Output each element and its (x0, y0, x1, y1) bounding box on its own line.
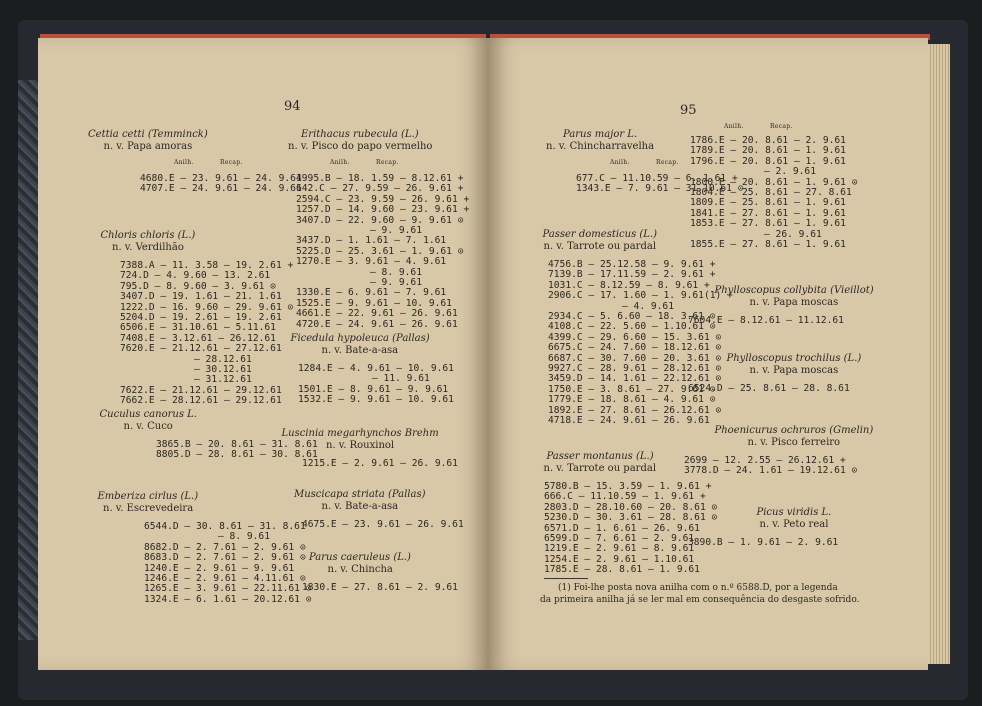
species-name: Ficedula hypoleuca (Pallas) (290, 333, 430, 344)
record-line: 1219.E — 2. 9.61 — 8. 9.61 (544, 543, 695, 555)
footnote-line-2: da primeira anilha já se ler mal em consequência do desgaste sofrido. (540, 595, 860, 605)
record-line: 2934.C — 5. 6.60 — 18. 3.61 ⊙ (548, 311, 716, 322)
record-line: 3890.B — 1. 9.61 — 2. 9.61 (688, 537, 839, 548)
record-line: 1804.E — 25. 8.61 — 27. 8.61 (690, 187, 852, 198)
record-line: 1324.E — 6. 1.61 — 20.12.61 ⊙ (144, 593, 312, 605)
record-line: 1532.E — 9. 9.61 — 10. 9.61 (298, 394, 454, 406)
column-header-ringed: Anilh. (174, 159, 194, 166)
common-name: n. v. Chincha (327, 564, 393, 575)
record-line: 5204.D — 19. 2.61 — 19. 2.61 (120, 312, 282, 323)
record-line: 3865.B — 20. 8.61 — 31. 8.61 (156, 439, 318, 450)
record-line: 1779.E — 18. 8.61 — 4. 9.61 ⊙ (548, 394, 716, 406)
species-name: Parus major L. (563, 129, 638, 140)
common-name: n. v. Bate-a-asa (321, 345, 399, 356)
record-line: — 2. 9.61 (764, 166, 816, 178)
species-name: Phylloscopus collybita (Vieillot) (714, 285, 874, 296)
record-line: 1789.E — 20. 8.61 — 1. 9.61 (690, 145, 846, 157)
species-name: Cettia cetti (Temminck) (88, 129, 208, 140)
record-line: 6524.D — 25. 8.61 — 28. 8.61 (688, 383, 850, 394)
record-line: 4675.E — 23. 9.61 — 26. 9.61 (302, 519, 464, 530)
right-page (488, 38, 928, 670)
column-header-ringed: Anilh. (610, 159, 630, 166)
common-name: n. v. Peto real (759, 519, 829, 530)
record-line: 4720.E — 24. 9.61 — 26. 9.61 (296, 318, 458, 330)
record-line: — 26. 9.61 (764, 228, 822, 240)
record-line: 3437.D — 1. 1.61 — 7. 1.61 (296, 235, 447, 247)
record-line: 4995.B — 18. 1.59 — 8.12.61 + (296, 173, 464, 184)
record-line: 1525.E — 9. 9.61 — 10. 9.61 (296, 297, 452, 309)
record-line: 2594.C — 23. 9.59 — 26. 9.61 + (296, 193, 470, 205)
record-line: 6544.D — 30. 8.61 — 31. 8.61 (144, 521, 306, 532)
column-header-recaptured: Recap. (770, 123, 793, 130)
record-line: 5225.D — 25. 3.61 — 1. 9.61 ⊙ (296, 245, 464, 257)
record-line: 4707.E — 24. 9.61 — 24. 9.61 (140, 183, 302, 195)
record-line: 1254.E — 2. 9.61 — 1.10.61 (544, 553, 695, 565)
record-line: 1031.C — 8.12.59 — 8. 9.61 + (548, 279, 710, 291)
record-line: 666.C — 11.10.59 — 1. 9.61 + (544, 491, 706, 503)
left-page (38, 38, 488, 670)
record-line: 7408.E — 3.12.61 — 26.12.61 (120, 332, 276, 344)
common-name: n. v. Pisco ferreiro (747, 437, 841, 448)
species-name: Passer montanus (L.) (546, 451, 654, 462)
common-name: n. v. Chincharravelha (546, 141, 655, 152)
record-line: 7604.E — 8.12.61 — 11.12.61 (688, 315, 844, 326)
species-name: Phylloscopus trochilus (L.) (726, 353, 862, 364)
record-line: 1215.E — 2. 9.61 — 26. 9.61 (302, 458, 458, 469)
species-name: Emberiza cirlus (L.) (97, 491, 199, 502)
record-line: 8682.D — 2. 7.61 — 2. 9.61 ⊙ (144, 541, 306, 553)
record-line: 1809.E — 25. 8.61 — 1. 9.61 (690, 197, 846, 209)
record-line: 1284.E — 4. 9.61 — 10. 9.61 (298, 363, 454, 374)
record-line: — 4. 9.61 (622, 300, 674, 312)
common-name: n. v. Bate-a-asa (321, 501, 399, 512)
record-line: 1800.E — 20. 8.61 — 1. 9.61 ⊙ (690, 176, 858, 188)
common-name: n. v. Papa moscas (749, 297, 839, 308)
species-name: Phoenicurus ochruros (Gmelin) (714, 425, 874, 436)
column-header-recaptured: Recap. (220, 159, 243, 166)
record-line: 1265.E — 3. 9.61 — 22.11.61 ⊙ (144, 583, 312, 595)
common-name: n. v. Verdilhão (112, 242, 184, 253)
record-line: 7139.B — 17.11.59 — 2. 9.61 + (548, 269, 716, 281)
column-header-ringed: Anilh. (330, 159, 350, 166)
record-line: 7620.E — 21.12.61 — 27.12.61 (120, 343, 282, 355)
record-line: 1501.E — 8. 9.61 — 9. 9.61 (298, 383, 449, 395)
record-line: 8683.D — 2. 7.61 — 2. 9.61 ⊙ (144, 552, 306, 564)
record-line: 677.C — 11.10.59 — 6. 1.61 + (576, 173, 738, 184)
species-name: Muscicapa striata (Pallas) (294, 489, 426, 500)
record-line: 1855.E — 27. 8.61 — 1. 9.61 (690, 239, 846, 250)
record-line: — 8. 9.61 (370, 266, 422, 278)
common-name: n. v. Cuco (123, 421, 173, 432)
record-line: 3778.D — 24. 1.61 — 19.12.61 ⊙ (684, 465, 858, 477)
record-line: 3407.D — 19. 1.61 — 21. 1.61 (120, 291, 282, 303)
record-line: 642.C — 27. 9.59 — 26. 9.61 + (296, 183, 464, 195)
record-line: 4680.E — 23. 9.61 — 24. 9.61 (140, 173, 302, 184)
record-line: — 28.12.61 (194, 353, 252, 365)
record-line: 1240.E — 2. 9.61 — 9. 9.61 (144, 562, 295, 574)
record-line: 9927.C — 28. 9.61 — 28.12.61 ⊙ (548, 363, 722, 374)
record-line: 2803.D — 28.10.60 — 20. 8.61 ⊙ (544, 501, 718, 513)
record-line: 2906.C — 17. 1.60 — 1. 9.61(1) + (548, 290, 733, 302)
record-line: 6599.D — 7. 6.61 — 2. 9.61 (544, 533, 695, 544)
record-line: 1785.E — 28. 8.61 — 1. 9.61 (544, 564, 700, 576)
record-line: 6571.D — 1. 6.61 — 26. 9.61 (544, 522, 700, 534)
record-line: 4399.C — 29. 6.60 — 15. 3.61 ⊙ (548, 331, 722, 343)
page-edges (928, 44, 950, 664)
common-name: n. v. Tarrote ou pardal (543, 463, 657, 474)
record-line: 4756.B — 25.12.58 — 9. 9.61 + (548, 259, 716, 270)
species-name: Passer domesticus (L.) (542, 229, 658, 240)
species-name: Erithacus rubecula (L.) (301, 129, 419, 140)
record-line: 1330.E — 6. 9.61 — 7. 9.61 (296, 287, 447, 299)
species-name: Parus caeruleus (L.) (309, 552, 411, 563)
record-line: 7662.E — 28.12.61 — 29.12.61 (120, 395, 282, 407)
record-line: 2699 — 12. 2.55 — 26.12.61 + (684, 455, 846, 466)
record-line: 7622.E — 21.12.61 — 29.12.61 (120, 384, 282, 396)
record-line: 4108.C — 22. 5.60 — 1.10.61 ⊙ (548, 321, 716, 333)
page-number: 94 (284, 99, 301, 114)
record-line: 6675.C — 24. 7.60 — 18.12.61 ⊙ (548, 342, 722, 354)
record-line: 795.D — 8. 9.60 — 3. 9.61 ⊙ (120, 280, 276, 292)
common-name: n. v. Papa amoras (103, 141, 193, 152)
common-name: n. v. Papa moscas (749, 365, 839, 376)
record-line: — 9. 9.61 (370, 225, 422, 236)
record-line: 1796.E — 20. 8.61 — 1. 9.61 (690, 155, 846, 167)
common-name: n. v. Pisco do papo vermelho (288, 141, 433, 152)
footnote-rule (544, 578, 588, 579)
record-line: 1786.E — 20. 8.61 — 2. 9.61 (690, 135, 846, 146)
record-line: 1892.E — 27. 8.61 — 26.12.61 ⊙ (548, 404, 722, 416)
page-number: 95 (680, 103, 697, 118)
species-name: Picus viridis L. (756, 507, 832, 518)
column-header-recaptured: Recap. (376, 159, 399, 166)
column-header-ringed: Anilh. (724, 123, 744, 130)
record-line: — 31.12.61 (194, 374, 252, 386)
record-line: 1830.E — 27. 8.61 — 2. 9.61 (302, 582, 458, 593)
record-line: 1750.E — 3. 8.61 — 27. 9.61 ⊙ (548, 383, 716, 395)
record-line: — 9. 9.61 (370, 277, 422, 288)
species-name: Cuculus canorus L. (99, 409, 197, 420)
record-line: 1257.D — 14. 9.60 — 23. 9.61 + (296, 204, 470, 216)
record-line: 4718.E — 24. 9.61 — 26. 9.61 (548, 415, 710, 426)
record-line: — 11. 9.61 (372, 373, 430, 385)
record-line: 5780.B — 15. 3.59 — 1. 9.61 + (544, 481, 712, 492)
common-name: n. v. Tarrote ou pardal (543, 241, 657, 252)
record-line: 6506.E — 31.10.61 — 5.11.61 (120, 322, 276, 334)
record-line: 1853.E — 27. 8.61 — 1. 9.61 (690, 218, 846, 230)
record-line: 5230.D — 30. 3.61 — 28. 8.61 ⊙ (544, 512, 718, 524)
footnote-line-1: (1) Foi-lhe posta nova anilha com o n.º 6588.D, por a legenda (558, 583, 838, 593)
record-line: 1222.D — 16. 9.60 — 29. 9.61 ⊙ (120, 301, 294, 313)
record-line: 4661.E — 22. 9.61 — 26. 9.61 (296, 308, 458, 320)
record-line: 8805.D — 28. 8.61 — 30. 8.61 (156, 449, 318, 461)
record-line: — 30.12.61 (194, 364, 252, 375)
common-name: n. v. Rouxinol (326, 440, 395, 451)
record-line: 6687.C — 30. 7.60 — 20. 3.61 ⊙ (548, 352, 722, 364)
record-line: 3459.D — 14. 1.61 — 22.12.61 ⊙ (548, 373, 722, 385)
record-line: 1841.E — 27. 8.61 — 1. 9.61 (690, 207, 846, 219)
record-line: 1246.E — 2. 9.61 — 4.11.61 ⊙ (144, 573, 306, 584)
species-name: Chloris chloris (L.) (100, 230, 196, 241)
record-line: 1343.E — 7. 9.61 — 31.10.61 ⊙ (576, 183, 744, 195)
record-line: 1270.E — 3. 9.61 — 4. 9.61 (296, 256, 447, 268)
column-header-recaptured: Recap. (656, 159, 679, 166)
record-line: 3407.D — 22. 9.60 — 9. 9.61 ⊙ (296, 214, 464, 226)
common-name: n. v. Escrevedeira (103, 503, 194, 514)
species-name: Luscinia megarhynchos Brehm (281, 428, 439, 439)
record-line: 724.D — 4. 9.60 — 13. 2.61 (120, 270, 271, 282)
record-line: 7388.A — 11. 3.58 — 19. 2.61 + (120, 260, 294, 271)
record-line: — 8. 9.61 (218, 531, 270, 543)
